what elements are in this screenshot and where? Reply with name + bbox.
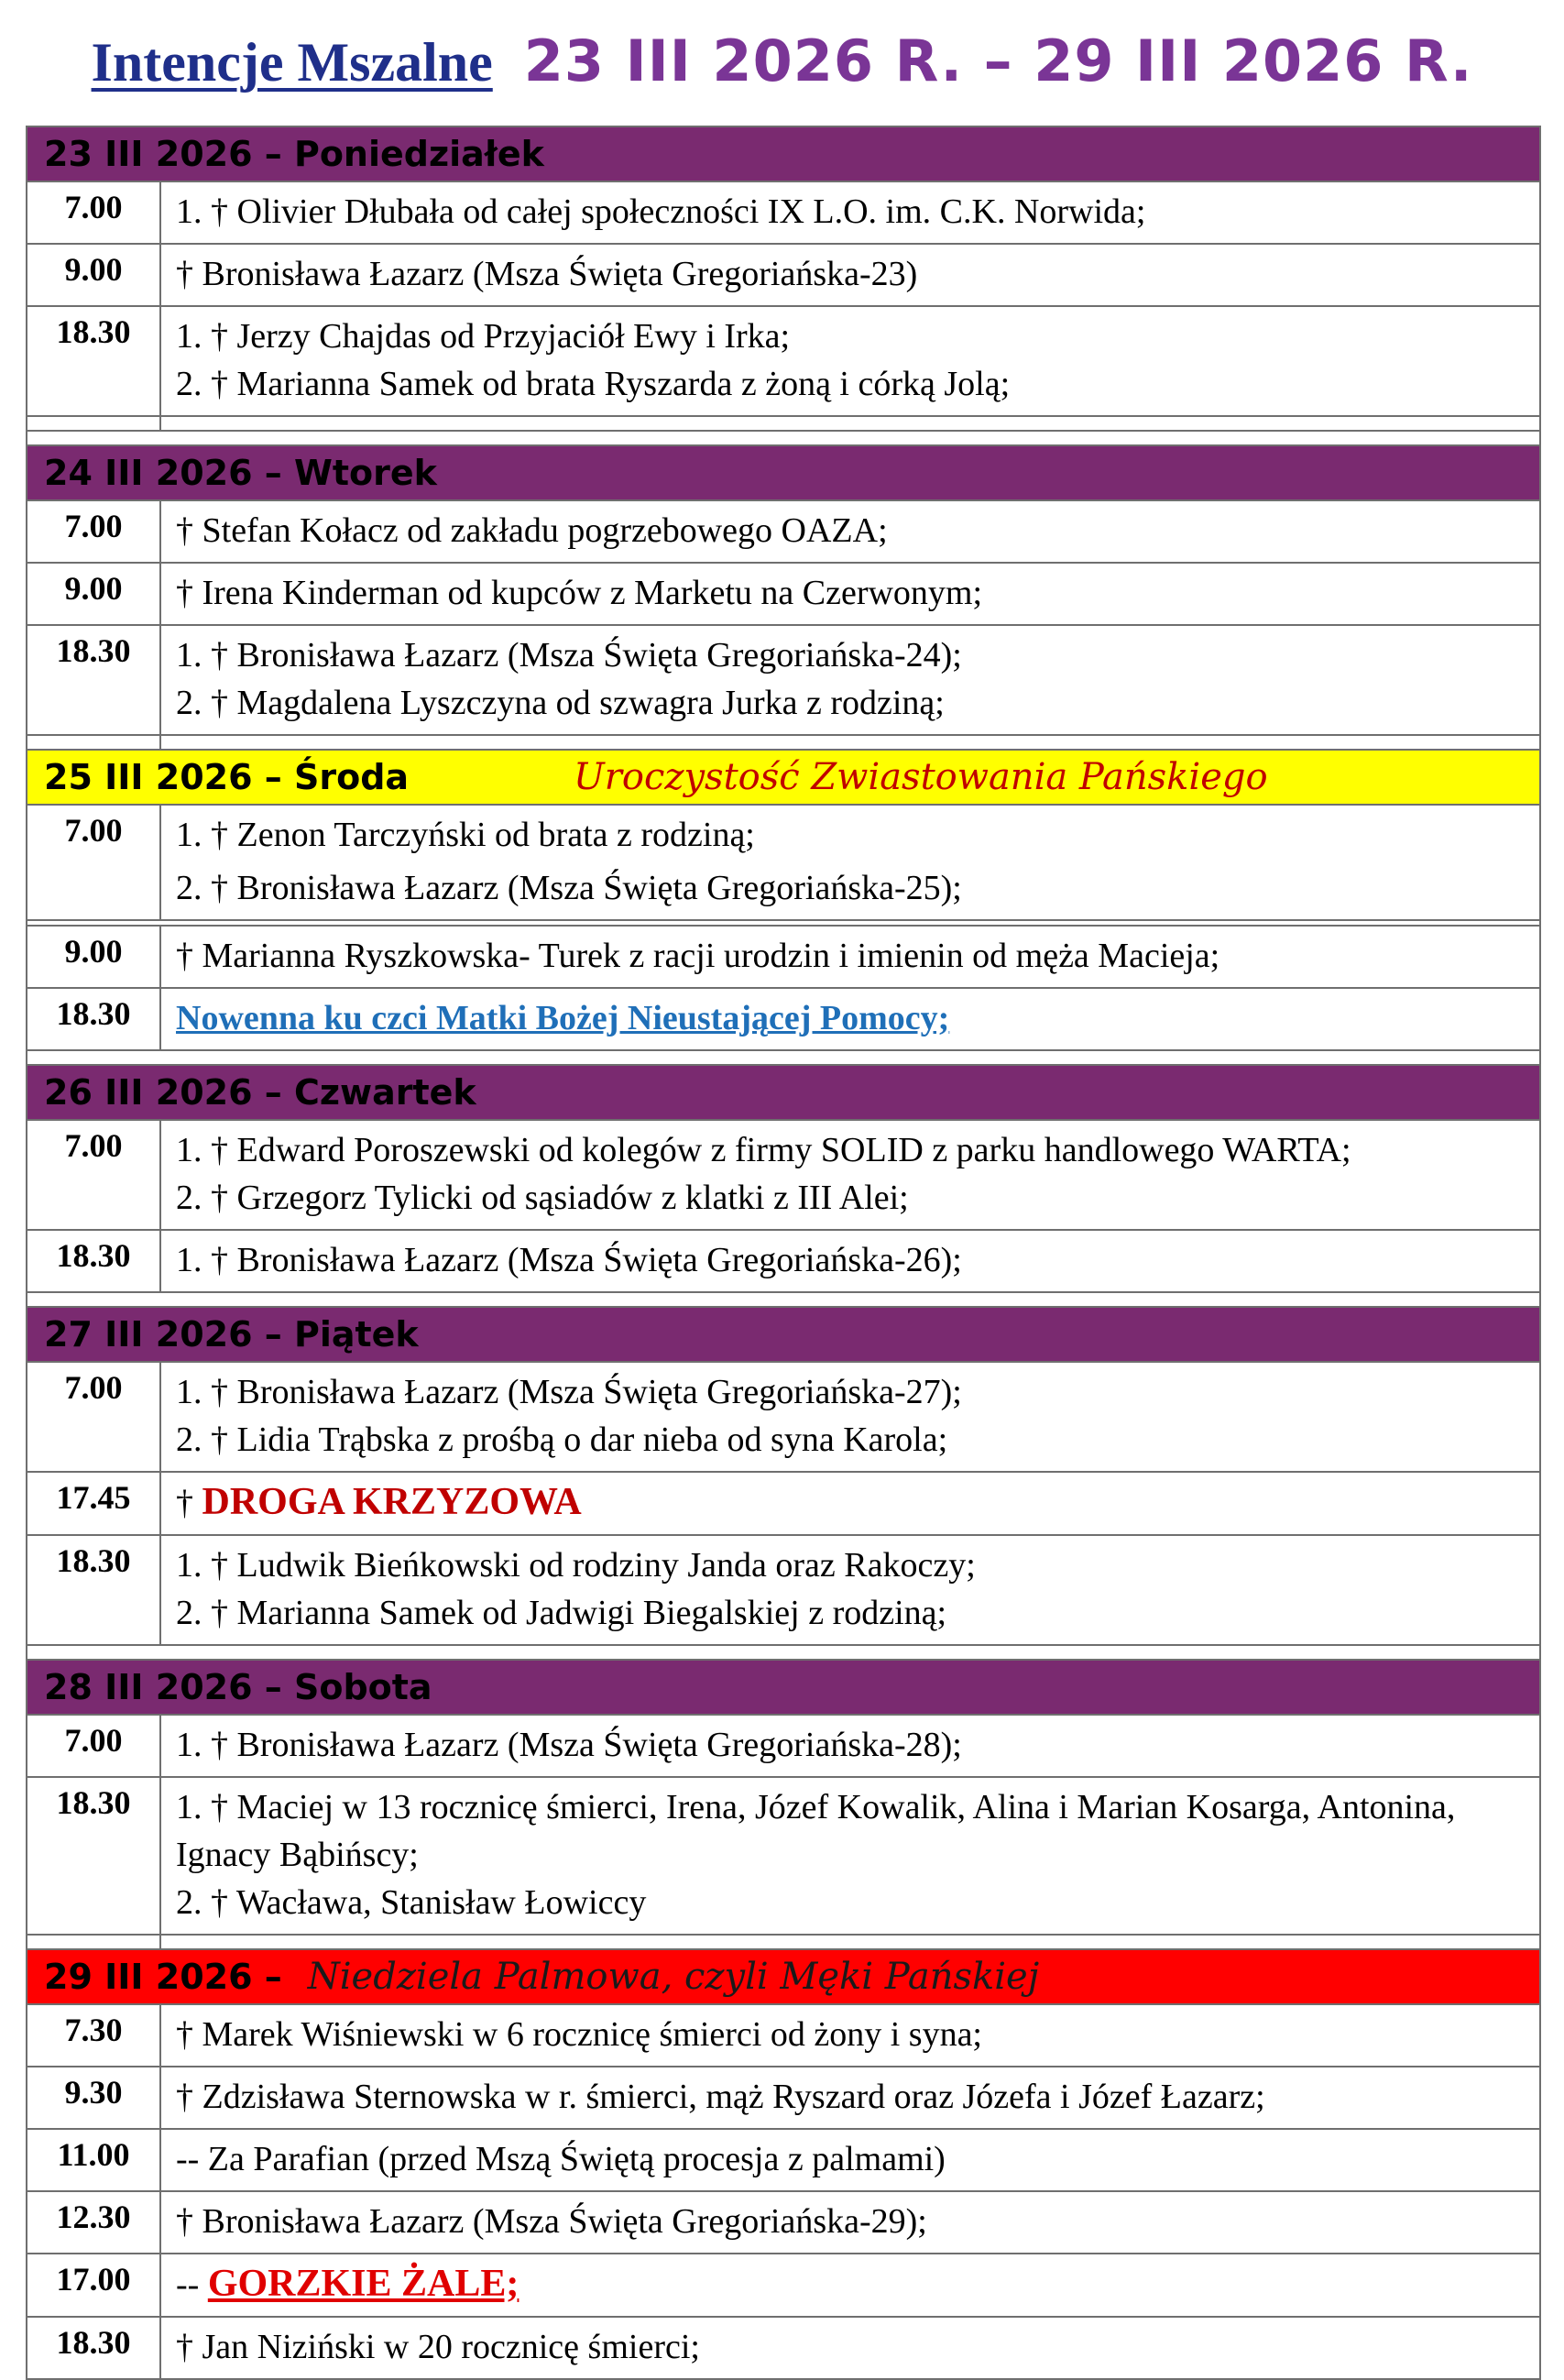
intention-text: 2. † Grzegorz Tylicki od sąsiadów z klatki z III Alei; <box>176 1179 909 1217</box>
day-spacer <box>27 1293 1539 1308</box>
mass-time: 9.00 <box>27 564 161 624</box>
cross-prefix: † <box>176 1484 202 1522</box>
mass-time: 18.30 <box>27 626 161 734</box>
mass-row <box>27 925 1539 989</box>
mass-time: 18.30 <box>27 1536 161 1644</box>
day-spacer <box>27 432 1539 446</box>
intention-text: 2. † Marianna Samek od brata Ryszarda z żoną i córką Jolą; <box>176 365 1011 403</box>
day-heading-tuesday: 24 III 2026 – Wtorek <box>27 446 1539 501</box>
intention-text: 2. † Magdalena Lyszczyna od szwagra Jurka z rodziną; <box>176 684 945 722</box>
intention-text: † Marek Wiśniewski w 6 rocznicę śmierci od żony i syna; <box>176 2015 982 2054</box>
mass-time: 17.00 <box>27 2254 161 2316</box>
dash-prefix: -- <box>176 2265 208 2304</box>
mass-row <box>27 1473 1539 1536</box>
date-range: 23 III 2026 R. – 29 III 2026 R. <box>523 27 1473 94</box>
intention-text: 2. † Marianna Samek od Jadwigi Biegalskiej z rodziną; <box>176 1594 947 1632</box>
mass-time: 7.00 <box>27 806 161 919</box>
mass-row <box>27 307 1539 417</box>
day-heading-saturday: 28 III 2026 – Sobota <box>27 1661 1539 1716</box>
mass-row <box>27 245 1539 307</box>
feast-name: Niedziela Palmowa, czyli Męki Pańskiej <box>307 1956 1040 1998</box>
intention-text: 2. † Bronisława Łazarz (Msza Święta Gregoriańska-25); <box>176 869 962 907</box>
intention-text: 1. † Bronisława Łazarz (Msza Święta Gregoriańska-27); <box>176 1373 962 1411</box>
mass-row <box>27 2192 1539 2254</box>
day-spacer <box>27 1051 1539 1066</box>
intention-text: 1. † Jerzy Chajdas od Przyjaciół Ewy i Irka; <box>176 317 791 356</box>
feast-name: Uroczystość Zwiastowania Pańskiego <box>574 756 1268 798</box>
mass-time: 9.00 <box>27 927 161 987</box>
mass-row <box>27 2130 1539 2192</box>
mass-time: 9.00 <box>27 245 161 305</box>
intention-text: -- Za Parafian (przed Mszą Świętą procesja z palmami) <box>176 2140 946 2178</box>
intention-text: † Stefan Kołacz od zakładu pogrzebowego OAZA; <box>176 511 888 550</box>
intention-text: 1. † Bronisława Łazarz (Msza Święta Gregoriańska-24); <box>176 636 962 675</box>
novena-link[interactable]: Nowenna ku czci Matki Bożej Nieustającej Pomocy; <box>176 999 950 1037</box>
intention-text: † Bronisława Łazarz (Msza Święta Gregoriańska-23) <box>176 255 918 293</box>
intention-text: † Jan Niziński w 20 rocznicę śmierci; <box>176 2328 700 2366</box>
intention-text: 1. † Edward Poroszewski od kolegów z firmy SOLID z parku handlowego WARTA; <box>176 1131 1351 1169</box>
mass-time: 18.30 <box>27 1778 161 1934</box>
mass-time: 7.00 <box>27 1121 161 1229</box>
mass-row <box>27 501 1539 564</box>
mass-time: 7.00 <box>27 501 161 562</box>
mass-row <box>27 1716 1539 1778</box>
mass-row <box>27 182 1539 245</box>
mass-row <box>27 1778 1539 1936</box>
mass-time: 18.30 <box>27 2318 161 2378</box>
mass-time: 18.30 <box>27 989 161 1049</box>
day-heading-monday: 23 III 2026 – Poniedziałek <box>27 127 1539 182</box>
mass-row <box>27 2318 1539 2378</box>
page-title: Intencje Mszalne <box>91 32 493 93</box>
intention-text: 1. † Zenon Tarczyński od brata z rodziną; <box>176 816 755 854</box>
intention-text: 1. † Maciej w 13 rocznicę śmierci, Irena, Józef Kowalik, Alina i Marian Kosarga, Antonina, Ignacy Bąbińscy; <box>176 1788 1456 1874</box>
mass-row <box>27 1536 1539 1646</box>
mass-time: 7.00 <box>27 1716 161 1776</box>
mass-time: 18.30 <box>27 307 161 415</box>
mass-row <box>27 2067 1539 2130</box>
mass-row <box>27 1121 1539 1231</box>
mass-row <box>27 806 1539 921</box>
day-heading-wednesday: 25 III 2026 – Środa Uroczystość Zwiastowania Pańskiego <box>27 751 1539 806</box>
mass-row <box>27 564 1539 626</box>
mass-schedule <box>26 126 1541 2380</box>
mass-row <box>27 1231 1539 1293</box>
stations-of-cross: DROGA KRZYZOWA <box>202 1481 582 1523</box>
mass-time: 11.00 <box>27 2130 161 2190</box>
intention-text: 1. † Bronisława Łazarz (Msza Święta Gregoriańska-26); <box>176 1241 962 1279</box>
intention-text: † Marianna Ryszkowska- Turek z racji urodzin i imienin od męża Macieja; <box>176 937 1220 975</box>
intention-text: 1. † Ludwik Bieńkowski od rodziny Janda oraz Rakoczy; <box>176 1546 976 1585</box>
mass-row <box>27 626 1539 736</box>
day-heading-sunday: 29 III 2026 – Niedziela Palmowa, czyli Męki Pańskiej <box>27 1950 1539 2005</box>
mass-time: 12.30 <box>27 2192 161 2253</box>
intention-text: 1. † Bronisława Łazarz (Msza Święta Gregoriańska-28); <box>176 1726 962 1764</box>
mass-time: 7.30 <box>27 2005 161 2066</box>
mass-time: 18.30 <box>27 1231 161 1291</box>
intention-text: 2. † Lidia Trąbska z prośbą o dar nieba od syna Karola; <box>176 1420 948 1459</box>
intention-text: 1. † Olivier Dłubała od całej społeczności IX L.O. im. C.K. Norwida; <box>176 192 1146 231</box>
mass-row <box>27 2254 1539 2318</box>
day-spacer <box>27 1646 1539 1661</box>
mass-row <box>27 989 1539 1051</box>
mass-time: 7.00 <box>27 1363 161 1471</box>
mass-row <box>27 2005 1539 2067</box>
page-header <box>0 27 1564 128</box>
intention-text: 2. † Wacława, Stanisław Łowiccy <box>176 1883 647 1922</box>
intention-text: † Irena Kinderman od kupców z Marketu na Czerwonym; <box>176 574 983 612</box>
row-gap <box>27 1936 1539 1950</box>
day-heading-thursday: 26 III 2026 – Czwartek <box>27 1066 1539 1121</box>
mass-time: 7.00 <box>27 182 161 243</box>
row-gap <box>27 736 1539 751</box>
row-gap <box>27 417 1539 432</box>
mass-time: 9.30 <box>27 2067 161 2128</box>
day-heading-friday: 27 III 2026 – Piątek <box>27 1308 1539 1363</box>
intention-text: † Zdzisława Sternowska w r. śmierci, mąż Ryszard oraz Józefa i Józef Łazarz; <box>176 2078 1265 2116</box>
mass-row <box>27 1363 1539 1473</box>
lamentations-link[interactable]: GORZKIE ŻALE; <box>207 2263 520 2305</box>
intention-text: † Bronisława Łazarz (Msza Święta Gregoriańska-29); <box>176 2202 927 2241</box>
mass-time: 17.45 <box>27 1473 161 1534</box>
